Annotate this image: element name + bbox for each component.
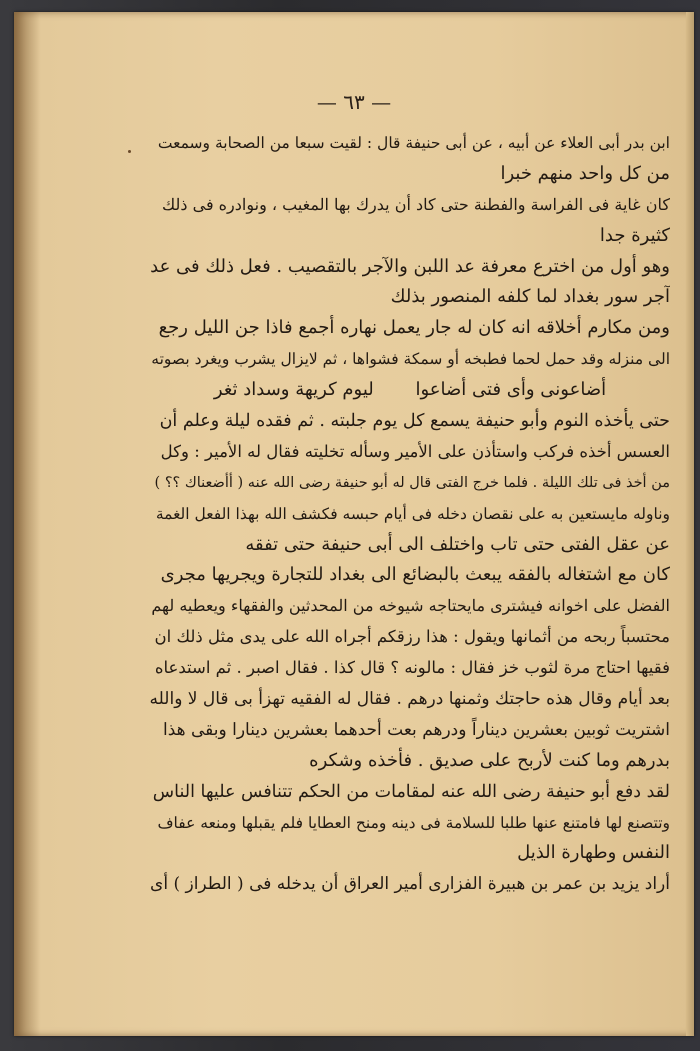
text-line: كان غاية فى الفراسة والفطنة حتى كاد أن يدرك بها المغيب ، ونوادره فى ذلك xyxy=(162,194,670,214)
text-line: آجر سور بغداد لما كلفه المنصور بذلك xyxy=(390,286,670,308)
text-line: لقد دفع أبو حنيفة رضى الله عنه لمقامات من الحكم تتنافس عليها الناس xyxy=(152,781,670,802)
ink-spot xyxy=(128,150,131,153)
text-line: النفس وطهارة الذيل xyxy=(517,842,670,864)
verse-second-hemistich: ليوم كريهة وسداد ثغر xyxy=(213,379,374,401)
text-line: كثيرة جدا xyxy=(599,224,670,246)
text-line: وتتصنع لها فامتنع عنها طلبا للسلامة فى دينه ومنح العطايا فلم يقبلها ومنعه عفاف xyxy=(157,813,670,832)
text-line: محتسباً ربحه من أثمانها ويقول : هذا رزقكم أجراه الله على يدى مثل ذلك ان xyxy=(154,627,670,647)
text-line: بعد أيام وقال هذه حاجتك وثمنها درهم . فقال له الفقيه تهزأ بى قال لا والله xyxy=(150,689,670,710)
text-line: ابن بدر أبى العلاء عن أبيه ، عن أبى حنيفة قال : لقيت سبعا من الصحابة وسمعت xyxy=(157,134,670,152)
page-text-block xyxy=(150,128,670,900)
text-line: ومن مكارم أخلاقه انه كان له جار يعمل نهاره أجمع فاذا جن الليل رجع xyxy=(158,317,670,339)
text-line: عن عقل الفتى حتى تاب واختلف الى أبى حنيفة حتى تفقه xyxy=(245,533,670,555)
text-line: وناوله مايستعين به على نقصان دخله فى أيام حبسه فكشف الله بهذا الفعل الغمة xyxy=(155,504,670,523)
text-line: من كل واحد منهم خبرا xyxy=(500,162,670,184)
text-line: فقيها احتاج مرة لثوب خز فقال : مالونه ؟ قال كذا . فقال اصبر . ثم استدعاه xyxy=(154,658,670,678)
text-line: أراد يزيد بن عمر بن هبيرة الفزارى أمير العراق أن يدخله فى ( الطراز ) أى xyxy=(150,874,670,895)
page-gutter-shadow xyxy=(14,12,40,1036)
text-line: حتى يأخذه النوم وأبو حنيفة يسمع كل يوم جلبته . ثم فقده ليلة وعلم أن xyxy=(159,411,670,432)
text-line: كان مع اشتغاله بالفقه يبعث بالبضائع الى بغداد للتجارة ويجريها مجرى xyxy=(160,564,670,586)
text-line: بدرهم وما كنت لأربح على صديق . فأخذه وشكره xyxy=(309,749,670,771)
text-line: اشتريت ثوبين بعشرين ديناراً ودرهم بعت أحدهما بعشرين دينارا وبقى هذا xyxy=(163,719,670,740)
page-number: — ٦٣ — xyxy=(316,90,392,114)
verse-first-hemistich: أضاعونى وأى فتى أضاعوا xyxy=(415,379,607,401)
poetry-verse xyxy=(150,375,670,406)
text-line: العسس أخذه فركب واستأذن على الأمير وسأله تخليته فقال له الأمير : وكل xyxy=(160,441,670,461)
text-line: الفضل على اخوانه فيشترى مايحتاجه شيوخه من المحدثين والفقهاء ويعطيه لهم xyxy=(151,596,670,616)
page-edge xyxy=(686,12,694,1036)
text-line: من أخذ فى تلك الليلة . فلما خرج الفتى قال له أبو حنيفة رضى الله عنه ( أأضعناك ؟؟ ) xyxy=(154,474,670,491)
text-line: الى منزله وقد حمل لحما فطبخه أو سمكة فشواها ، ثم لايزال يشرب ويغرد بصوته xyxy=(151,350,670,369)
text-line: وهو أول من اخترع معرفة عد اللبن والآجر بالتقصيب . فعل ذلك فى عد xyxy=(150,255,670,277)
